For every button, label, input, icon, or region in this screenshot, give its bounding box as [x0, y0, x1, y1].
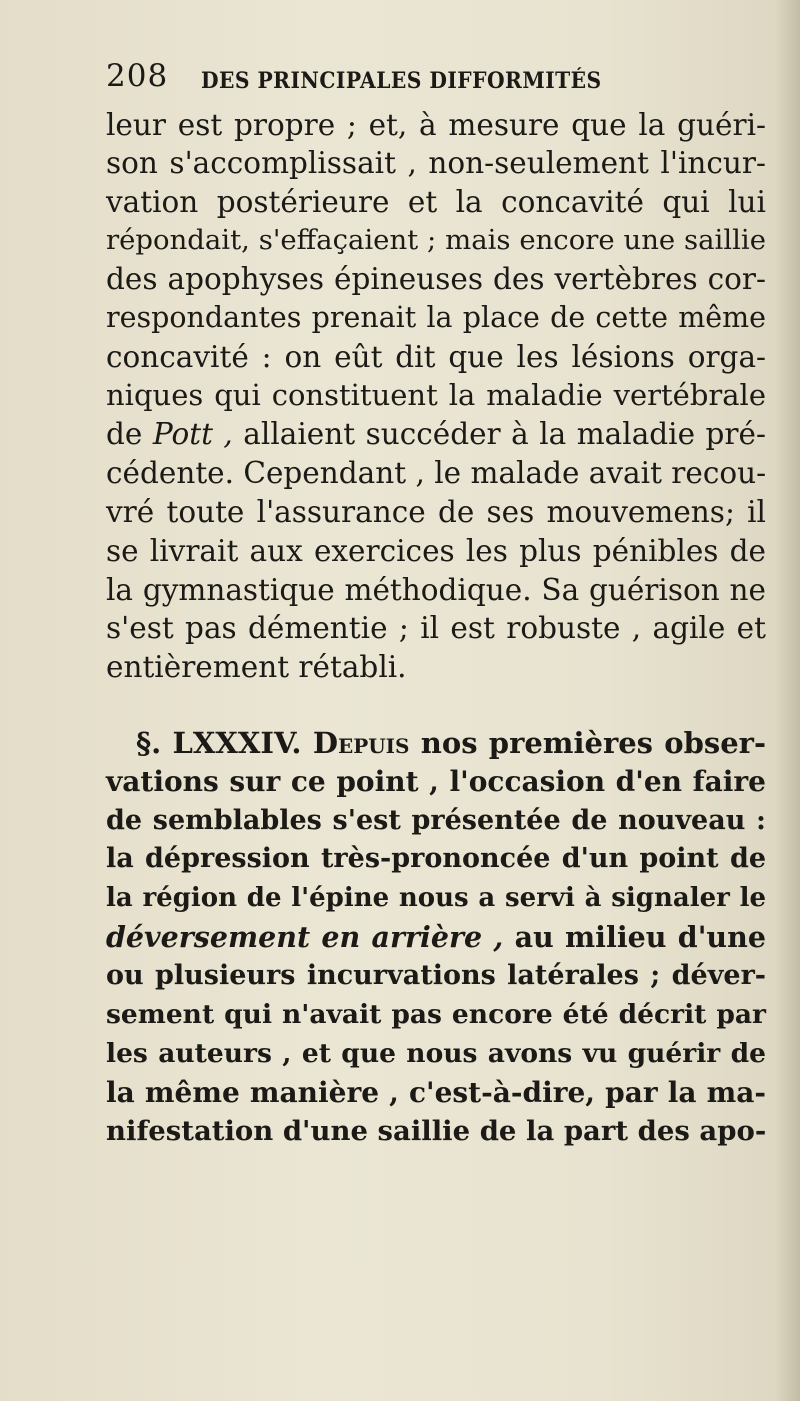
- line-prefix: de: [106, 417, 153, 451]
- italic-name: Pott ,: [152, 417, 233, 451]
- text-line: vations sur ce point , l'occasion d'en faire: [106, 765, 766, 798]
- text-line: sement qui n'avait pas encore été décrit par: [106, 999, 766, 1030]
- text-line: répondait, s'effaçaient ; mais encore une saillie: [106, 224, 766, 256]
- text-line: la gymnastique méthodique. Sa guérison ne: [106, 573, 766, 607]
- text-line: les auteurs , et que nous avons vu guérir de: [106, 1038, 766, 1069]
- text-line: leur est propre ; et, à mesure que la guéri-: [106, 108, 766, 142]
- text-line: concavité : on eût dit que les lésions orga-: [106, 340, 766, 374]
- text-line: vation postérieure et la concavité qui lui: [106, 185, 766, 219]
- text-line: la dépression très-prononcée d'un point de: [106, 843, 766, 874]
- text-line: nifestation d'une saillie de la part des apo-: [106, 1115, 767, 1147]
- text-line: s'est pas démentie ; il est robuste , agile et: [106, 611, 766, 645]
- text-line: [136, 724, 766, 762]
- text-line: de semblables s'est présentée de nouveau :: [106, 805, 766, 836]
- running-head: DES PRINCIPALES DIFFORMITÉS: [201, 68, 602, 94]
- text-line: ou plusieurs incurvations latérales ; déver-: [106, 960, 766, 991]
- text-line: vré toute l'assurance de ses mouvemens; il: [106, 495, 766, 529]
- text-line: cédente. Cependant , le malade avait recou-: [106, 456, 767, 490]
- text-line: des apophyses épineuses des vertèbres cor-: [106, 262, 766, 296]
- line-rest: allaient succéder à la maladie pré-: [243, 417, 766, 451]
- page-number: 208: [106, 58, 169, 94]
- lead-word: Depuis: [312, 726, 410, 760]
- page-header: [106, 58, 666, 98]
- text-line: [106, 918, 766, 956]
- text-line: entièrement rétabli.: [106, 650, 407, 684]
- page-edge-shadow: [775, 0, 800, 1401]
- line-rest: nos premières obser-: [420, 726, 766, 760]
- line-rest: au milieu d'une: [514, 920, 766, 954]
- text-line: son s'accomplissait , non-seulement l'incur-: [106, 146, 766, 180]
- text-line: la région de l'épine nous a servi à signaler le: [106, 883, 766, 913]
- italic-term: déversement en arrière ,: [106, 920, 504, 954]
- text-line: la même manière , c'est-à-dire, par la ma-: [106, 1076, 766, 1109]
- section-mark: §. LXXXIV.: [136, 726, 302, 760]
- text-line: respondantes prenait la place de cette même: [106, 301, 766, 334]
- text-line: niques qui constituent la maladie vertébrale: [106, 378, 766, 412]
- text-line: se livrait aux exercices les plus pénibles de: [106, 534, 766, 568]
- text-line: [106, 415, 766, 453]
